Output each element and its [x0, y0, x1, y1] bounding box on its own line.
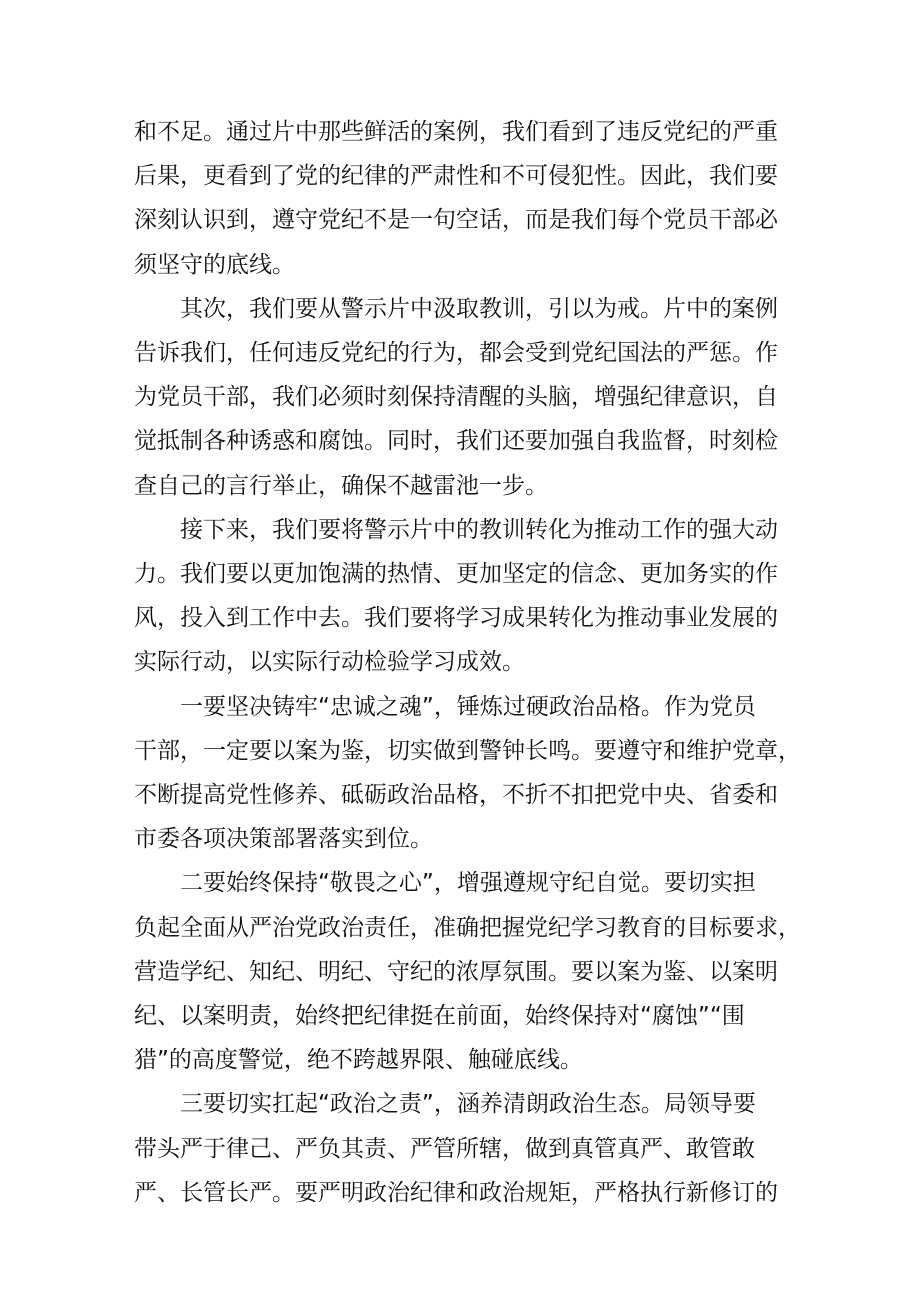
- text-line: 接下来，我们要将警示片中的教训转化为推动工作的强大动: [134, 516, 778, 543]
- text-line: 不断提高党性修养、砥砺政治品格，不折不扣把党中央、省委和: [134, 782, 778, 809]
- text-line: 负起全面从严治党政治责任，准确把握党纪学习教育的目标要求，: [134, 914, 801, 941]
- text-line: 严、长管长严。要严明政治纪律和政治规矩，严格执行新修订的: [134, 1179, 778, 1206]
- paragraph: [134, 1082, 794, 1215]
- text-line: 为党员干部，我们必须时刻保持清醒的头脑，增强纪律意识，自: [134, 384, 778, 411]
- paragraph: [134, 287, 794, 508]
- text-line: 实际行动，以实际行动检验学习成效。: [134, 649, 525, 676]
- text-line: 三要切实扛起“政治之责”，涵养清朗政治生态。局领导要: [134, 1091, 756, 1118]
- text-line: 市委各项决策部署落实到位。: [134, 826, 433, 853]
- paragraph: [134, 861, 801, 1082]
- text-line: 其次，我们要从警示片中汲取教训，引以为戒。片中的案例: [134, 295, 778, 322]
- text-line: 纪、以案明责，始终把纪律挺在前面，始终保持对“腐蚀”“围: [134, 1003, 745, 1030]
- document-body: [134, 110, 801, 1215]
- text-line: 和不足。通过片中那些鲜活的案例，我们看到了违反党纪的严重: [134, 119, 778, 145]
- text-line: 深刻认识到，遵守党纪不是一句空话，而是我们每个党员干部必: [134, 207, 778, 234]
- text-line: 后果，更看到了党的纪律的严肃性和不可侵犯性。因此，我们要: [134, 163, 778, 190]
- text-line: 带头严于律己、严负其责、严管所辖，做到真管真严、敢管敢: [134, 1135, 755, 1162]
- text-line: 一要坚决铸牢“忠诚之魂”，锤炼过硬政治品格。作为党员: [134, 693, 756, 720]
- text-line: 力。我们要以更加饱满的热情、更加坚定的信念、更加务实的作: [134, 561, 778, 588]
- text-line: 须坚守的底线。: [134, 251, 295, 278]
- text-line: 营造学纪、知纪、明纪、守纪的浓厚氛围。要以案为鉴、以案明: [134, 958, 778, 985]
- text-line: 二要始终保持“敬畏之心”，增强遵规守纪自觉。要切实担: [134, 870, 756, 897]
- text-line: 查自己的言行举止，确保不越雷池一步。: [134, 472, 548, 499]
- text-line: 猎”的高度警觉，绝不跨越界限、触碰底线。: [134, 1047, 583, 1074]
- paragraph: [134, 685, 801, 862]
- paragraph: [134, 508, 794, 685]
- paragraph: [134, 110, 794, 287]
- text-line: 觉抵制各种诱惑和腐蚀。同时，我们还要加强自我监督，时刻检: [134, 428, 778, 455]
- text-line: 告诉我们，任何违反党纪的行为，都会受到党纪国法的严惩。作: [134, 340, 778, 367]
- text-line: 干部，一定要以案为鉴，切实做到警钟长鸣。要遵守和维护党章，: [134, 737, 801, 764]
- text-line: 风，投入到工作中去。我们要将学习成果转化为推动事业发展的: [134, 605, 778, 632]
